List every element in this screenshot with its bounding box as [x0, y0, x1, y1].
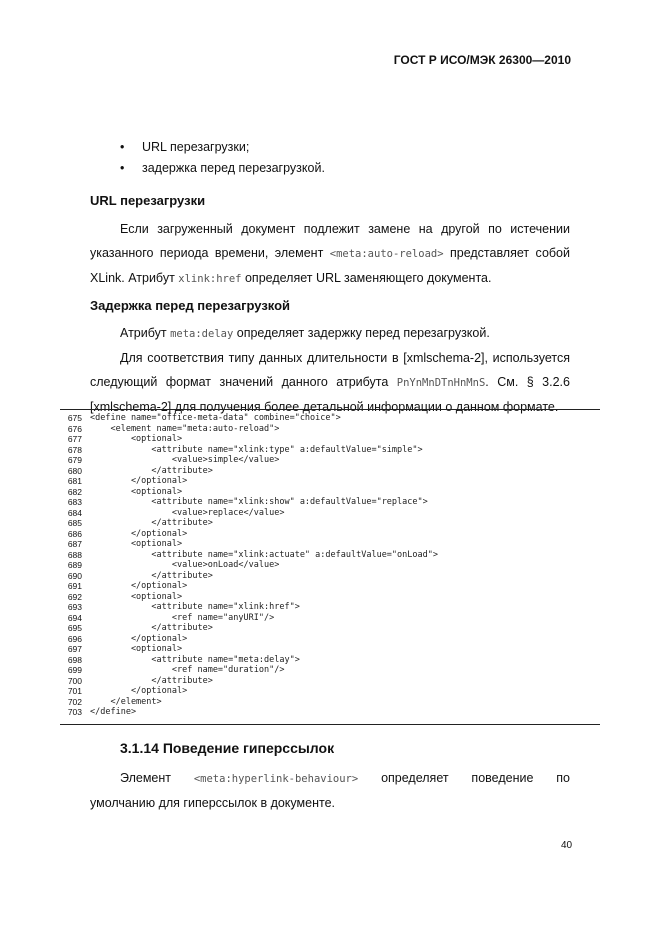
code-line: <attribute name="xlink:actuate" a:defaultValue="onLoad"> — [90, 549, 438, 560]
inline-code: <meta:auto-reload> — [329, 248, 444, 260]
code-line-number: 679 — [67, 455, 82, 465]
code-line: <optional> — [90, 434, 183, 444]
code-line: <ref name="anyURI"/> — [90, 612, 275, 623]
code-line-number: 700 — [67, 675, 82, 686]
code-line-number: 692 — [67, 591, 82, 602]
list-item: • задержка перед перезагрузкой. — [120, 158, 325, 179]
code-line-number: 698 — [67, 654, 82, 665]
code-line-number: 676 — [67, 423, 82, 434]
code-listing — [60, 409, 600, 725]
inline-code: meta:delay — [170, 328, 234, 340]
code-line: </optional> — [90, 581, 188, 591]
line-number-column — [60, 413, 82, 718]
code-line-number: 703 — [67, 707, 82, 717]
document-header: ГОСТ Р ИСО/МЭК 26300—2010 — [393, 53, 571, 67]
code-line-number: 684 — [67, 507, 82, 518]
paragraph-hyperlink: Элемент <meta:hyperlink-behaviour> определяет поведение по умолчанию для гиперссылок в документе. — [90, 771, 570, 810]
code-line: </attribute> — [90, 518, 213, 528]
code-line-number: 677 — [67, 434, 82, 444]
code-line-number: 690 — [67, 570, 82, 581]
code-line: <optional> — [90, 486, 183, 497]
code-line-number: 696 — [67, 633, 82, 644]
code-line-number: 686 — [67, 528, 82, 539]
code-line: </optional> — [90, 633, 188, 644]
code-line-number: 675 — [67, 413, 82, 423]
code-line-number: 693 — [67, 602, 82, 612]
code-line: </attribute> — [90, 570, 213, 581]
code-line-number: 695 — [67, 623, 82, 633]
code-line-number: 683 — [67, 497, 82, 507]
code-line: <attribute name="xlink:show" a:defaultValue="replace"> — [90, 497, 428, 507]
code-line: <attribute name="xlink:href"> — [90, 602, 300, 612]
code-line: </define> — [90, 707, 137, 717]
code-line: </attribute> — [90, 623, 213, 633]
section-heading-hyperlink: 3.1.14 Поведение гиперссылок — [120, 740, 335, 756]
code-line-number: 681 — [67, 476, 82, 486]
code-line-number: 697 — [67, 644, 82, 654]
code-line: </optional> — [90, 476, 188, 486]
code-line: <value>replace</value> — [90, 507, 285, 518]
code-line: </optional> — [90, 686, 188, 696]
code-line: <define name="office-meta-data" combine="choice"> — [90, 413, 341, 423]
code-line: <value>onLoad</value> — [90, 560, 280, 570]
inline-code: PnYnMnDTnHnMnS — [396, 377, 486, 389]
inline-code: xlink:href — [178, 273, 242, 285]
list-item: • URL перезагрузки; — [120, 137, 325, 158]
code-line: <attribute name="meta:delay"> — [90, 654, 300, 665]
paragraph-delay: Атрибут meta:delay определяет задержку перед перезагрузкой. Для соответствия типу данных длительности в [xmlschema-2], используется следующий формат значений данного атрибута PnYnMnDTnHnMnS. См. § 3.2.6 [xmlschema-2] для получения более детальной информации о данном формате. — [90, 326, 570, 414]
code-line-number: 694 — [67, 612, 82, 623]
paragraph-url: Если загруженный документ подлежит замене на другой по истечении указанного периода времени, элемент <meta:auto-reload> представляет собой XLink. Атрибут xlink:href определяет URL заменяющего документа. — [90, 222, 570, 285]
code-line-number: 685 — [67, 518, 82, 528]
page-number: 40 — [561, 840, 573, 851]
code-line: <value>simple</value> — [90, 455, 280, 465]
code-line: <optional> — [90, 644, 183, 654]
bullet-list — [120, 137, 325, 179]
code-line: </attribute> — [90, 675, 213, 686]
code-line-number: 702 — [67, 696, 82, 707]
bullet-icon: • — [120, 140, 125, 154]
section-heading-delay: Задержка перед перезагрузкой — [90, 298, 291, 313]
code-line-number: 687 — [67, 539, 82, 549]
code-line: </attribute> — [90, 465, 213, 476]
inline-code: <meta:hyperlink-behaviour> — [193, 773, 359, 785]
code-line-number: 688 — [67, 549, 82, 560]
code-line: </optional> — [90, 528, 188, 539]
section-heading-url: URL перезагрузки — [90, 193, 206, 208]
bullet-icon: • — [120, 161, 125, 175]
code-line: <ref name="duration"/> — [90, 665, 285, 675]
code-line: <element name="meta:auto-reload"> — [90, 423, 280, 434]
code-line: <optional> — [90, 591, 183, 602]
code-line-number: 699 — [67, 665, 82, 675]
code-line-number: 682 — [67, 486, 82, 497]
code-line-number: 678 — [67, 444, 82, 455]
code-line: <optional> — [90, 539, 183, 549]
code-line: </element> — [90, 696, 162, 707]
code-line-number: 689 — [67, 560, 82, 570]
code-line-number: 680 — [67, 465, 82, 476]
code-line-number: 691 — [67, 581, 82, 591]
code-line: <attribute name="xlink:type" a:defaultValue="simple"> — [90, 444, 423, 455]
code-lines — [90, 413, 438, 718]
code-line-number: 701 — [67, 686, 82, 696]
